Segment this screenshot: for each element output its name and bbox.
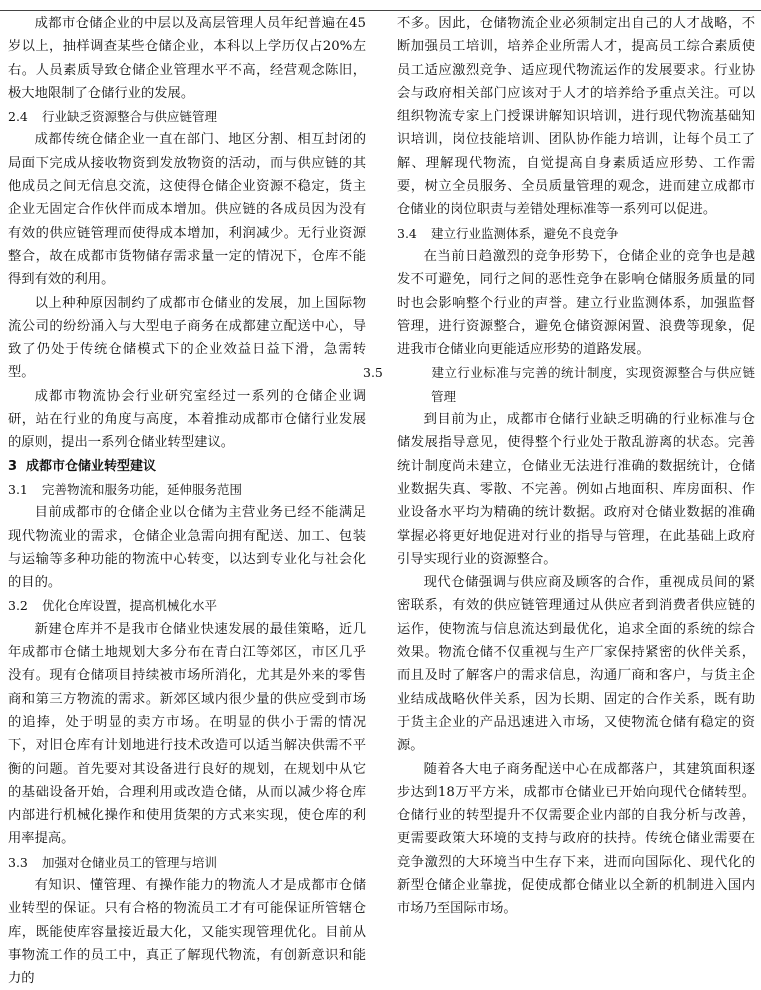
right-column	[363, 12, 755, 921]
section-title: 建立行业标准与完善的统计制度，实现资源整合与供应链管理	[431, 365, 755, 404]
section-number: 3.4	[397, 225, 417, 241]
section-heading-3-2	[8, 594, 366, 617]
section-number: 3	[8, 458, 18, 474]
paragraph: 不多。因此，仓储物流企业必须制定出自己的人才战略，不断加强员工培训，培养企业所需人才，提高员工综合素质使员工适应激烈竞争、适应现代物流运作的发展要求。行业协会与政府相关部门应该对于人才的培养给予重点关注。可以组织物流专家上门授课讲解知识培训，进行现代物流基础知识培训，岗位技能培训、团队协作能力培训，让每个员工了解、理解现代物流，自觉提高自身素质适应形势、工作需要，树立全员服务、全员质量管理的观念，进而建立成都市仓储业的岗位职责与差错处理标准等一系列可以促进。	[397, 16, 755, 218]
paragraph: 有知识、懂管理、有操作能力的物流人才是成都市仓储业转型的保证。只有合格的物流员工才有可能保证所管辖仓库，既能使库容量接近最大化，又能实现管理优化。目前从事物流工作的员工中，真正了解现代物流，有创新意识和能力的	[8, 877, 366, 987]
paragraph: 到目前为止，成都市仓储行业缺乏明确的行业标准与仓储发展指导意见，使得整个行业处于散乱游离的状态。完善统计制度尚未建立，仓储业无法进行准确的数据统计，仓储业数据失真、零散、不完善。例如占地面积、库房面积、作业设备水平均为精确的统计数据。政府对仓储业数据的准确掌握必将更好地促进对行业的指导与管理，在此基础上政府引导实现行业的资源整合。	[397, 412, 755, 567]
section-number: 3.1	[8, 481, 28, 497]
section-heading-3-5	[363, 361, 755, 408]
paragraph: 成都市物流协会行业研究室经过一系列的仓储企业调研，站在行业的角度与高度，本着推动成都市仓储行业发展的原则，提出一系列仓储业转型建议。	[8, 388, 366, 451]
paragraph: 目前成都市的仓储企业以仓储为主营业务已经不能满足现代物流业的需求，仓储企业急需向拥有配送、加工、包装与运输等多种功能的物流中心转变，以达到专业化与社会化的目的。	[8, 505, 366, 591]
header-rule	[0, 0, 761, 11]
section-heading-3-1	[8, 478, 366, 501]
paragraph: 新建仓库并不是我市仓储业快速发展的最佳策略，近几年成都市仓储土地规划大多分布在青白江等郊区，市区几乎没有。现有仓储项目持续被市场所消化，尤其是外来的零售商和第三方物流的需求。新郊区域内很少量的供应受到市场的追捧，处于明显的卖方市场。在明显的供小于需的情况下，对旧仓库有计划地进行技术改造可以适当解决供需不平衡的问题。首先要对其设备进行良好的规划，在规划中从它的基础设备开始，合理利用或改造仓储，从而以减少将仓库内部进行机械化操作和使用货架的方式来实现，使仓库的利用率提高。	[8, 621, 366, 847]
paragraph: 成都传统仓储企业一直在部门、地区分割、相互封闭的局面下完成从接收物资到发放物资的活动，而与供应链的其他成员之间无信息交流，这使得仓储企业资源不稳定，货主企业无固定合作伙伴而成本增加。供应链的各成员因为没有有效的供应链管理而使得成本增加，利润减少。无行业资源整合，故在成都市货物储存需求量一定的情况下，仓库不能得到有效的利用。	[8, 132, 366, 288]
section-heading-3	[8, 455, 366, 478]
section-number: 2.4	[8, 109, 28, 125]
section-title: 建立行业监测体系，避免不良竞争	[431, 225, 619, 241]
section-number: 3.2	[8, 598, 28, 614]
section-heading-3-4	[397, 222, 755, 245]
section-title: 加强对仓储业员工的管理与培训	[42, 854, 218, 870]
section-heading-3-3	[8, 851, 366, 874]
left-column	[8, 12, 366, 990]
section-title: 完善物流和服务功能，延伸服务范围	[42, 481, 243, 497]
section-title: 行业缺乏资源整合与供应链管理	[42, 109, 218, 125]
section-heading-2-4	[8, 105, 366, 128]
section-title: 优化仓库设置，提高机械化水平	[42, 598, 218, 614]
paragraph: 随着各大电子商务配送中心在成都落户，其建筑面积逐步达到18万平方米，成都市仓储业已开始向现代仓储转型。仓储行业的转型提升不仅需要企业内部的自我分析与改善，更需要政策大环境的支持与政府的扶持。传统仓储业需要在竞争激烈的大环境当中生存下来，进而向国际化、现代化的新型仓储企业靠拢，促使成都仓储业以全新的机制进入国内市场乃至国际市场。	[397, 761, 755, 917]
paragraph: 在当前日趋激烈的竞争形势下，仓储企业的竞争也是越发不可避免，同行之间的恶性竞争在影响仓储服务质量的同时也会影响整个行业的声誉。建立行业监测体系，加强监督管理，进行资源整合，避免仓储资源闲置、浪费等现象，促进我市仓储业向更能适应形势的道路发展。	[397, 248, 755, 358]
section-number: 3.3	[8, 854, 28, 870]
section-number: 3.5	[363, 365, 383, 381]
paragraph: 现代仓储强调与供应商及顾客的合作，重视成员间的紧密联系，有效的供应链管理通过从供应者到消费者供应链的运作，使物流与信息流达到最优化，追求全面的系统的综合效果。物流仓储不仅重视与生产厂家保持紧密的伙伴关系，而且及时了解客户的需求信息，沟通厂商和客户，与货主企业结成战略伙伴关系，因为长期、固定的合作关系，既有助于货主企业的产品迅速进入市场，又使物流仓储有稳定的资源。	[397, 575, 755, 754]
paragraph: 成都市仓储企业的中层以及高层管理人员年纪普遍在45岁以上，抽样调查某些仓储企业，本科以上学历仅占20%左右。人员素质导致仓储企业管理水平不高，经营观念陈旧，极大地限制了仓储行业的发展。	[8, 16, 366, 101]
section-title: 成都市仓储业转型建议	[26, 458, 157, 474]
paragraph: 以上种种原因制约了成都市仓储业的发展，加上国际物流公司的纷纷涌入与大型电子商务在成都建立配送中心，导致了仍处于传统仓储模式下的企业效益日益下滑，急需转型。	[8, 295, 366, 381]
